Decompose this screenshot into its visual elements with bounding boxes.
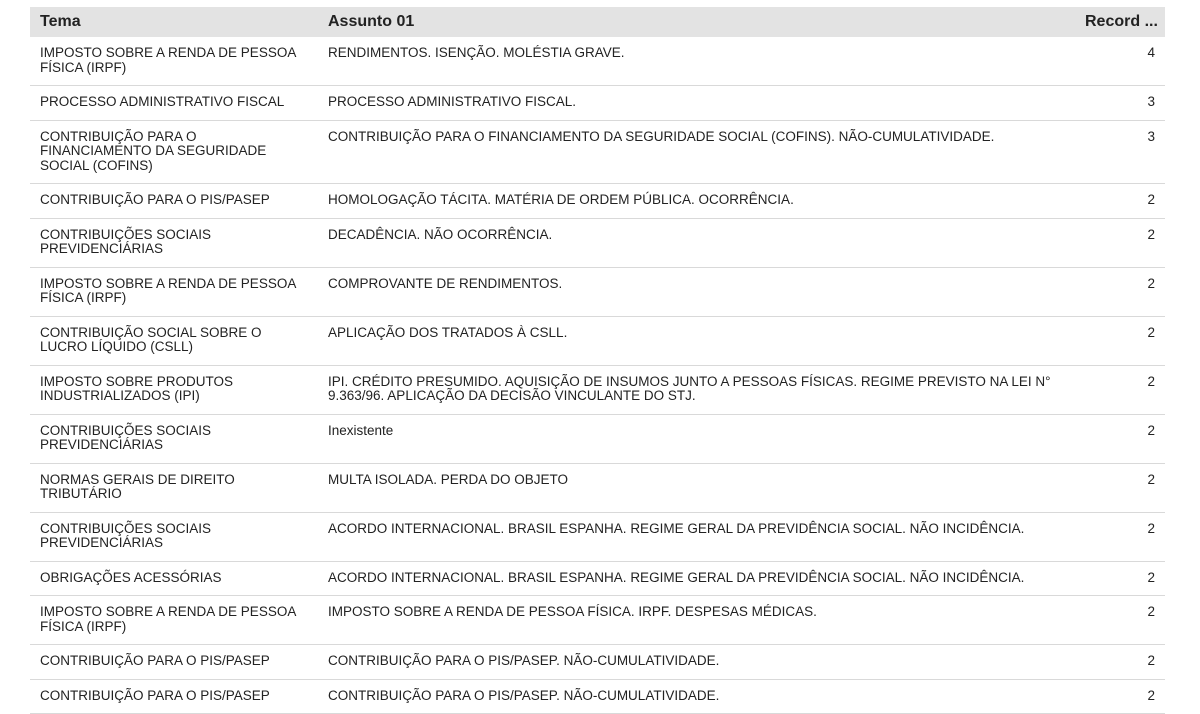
cell-record-count: 2 — [1075, 512, 1165, 561]
column-header-tema[interactable]: Tema — [30, 7, 318, 37]
cell-record-count: 2 — [1075, 316, 1165, 365]
cell-assunto: ACORDO INTERNACIONAL. BRASIL ESPANHA. REGIME GERAL DA PREVIDÊNCIA SOCIAL. NÃO INCIDÊNCIA. — [318, 561, 1075, 596]
cell-assunto: PROCESSO ADMINISTRATIVO FISCAL. — [318, 86, 1075, 121]
cell-assunto: COMPROVANTE DE RENDIMENTOS. — [318, 267, 1075, 316]
cell-tema: CONTRIBUIÇÃO SOCIAL SOBRE O LUCRO LÍQUIDO (CSLL) — [30, 316, 318, 365]
cell-tema: CONTRIBUIÇÕES SOCIAIS PREVIDENCIÁRIAS — [30, 218, 318, 267]
column-header-assunto[interactable]: Assunto 01 — [318, 7, 1075, 37]
table-row[interactable] — [30, 512, 1165, 561]
cell-tema: OBRIGAÇÕES ACESSÓRIAS — [30, 561, 318, 596]
table-row[interactable] — [30, 596, 1165, 645]
table-row[interactable] — [30, 267, 1165, 316]
table-row[interactable] — [30, 37, 1165, 86]
cell-assunto: ACORDO INTERNACIONAL. BRASIL ESPANHA. REGIME GERAL DA PREVIDÊNCIA SOCIAL. NÃO INCIDÊNCIA. — [318, 512, 1075, 561]
cell-record-count: 2 — [1075, 596, 1165, 645]
cell-assunto: IMPOSTO SOBRE A RENDA DE PESSOA FÍSICA. IRPF. DESPESAS MÉDICAS. — [318, 596, 1075, 645]
cell-assunto: CONTRIBUIÇÃO PARA O PIS/PASEP. NÃO-CUMULATIVIDADE. — [318, 645, 1075, 680]
table-row[interactable] — [30, 414, 1165, 463]
table-row[interactable] — [30, 463, 1165, 512]
cell-record-count: 2 — [1075, 218, 1165, 267]
table-row[interactable] — [30, 120, 1165, 184]
cell-assunto: APLICAÇÃO DOS TRATADOS À CSLL. — [318, 316, 1075, 365]
cell-tema: CONTRIBUIÇÃO PARA O FINANCIAMENTO DA SEGURIDADE SOCIAL (COFINS) — [30, 120, 318, 184]
cell-assunto: IPI. CRÉDITO PRESUMIDO. AQUISIÇÃO DE INSUMOS JUNTO A PESSOAS FÍSICAS. REGIME PREVISTO NA LEI N° 9.363/96. APLICAÇÃO DA DECISÃO VINCULANTE DO STJ. — [318, 365, 1075, 414]
cell-record-count: 2 — [1075, 645, 1165, 680]
table-body — [30, 37, 1165, 714]
column-header-record-count[interactable]: Record ... — [1075, 7, 1165, 37]
cell-tema: IMPOSTO SOBRE A RENDA DE PESSOA FÍSICA (IRPF) — [30, 267, 318, 316]
table-row[interactable] — [30, 561, 1165, 596]
table-row[interactable] — [30, 218, 1165, 267]
header-row — [30, 7, 1165, 37]
cell-tema: CONTRIBUIÇÕES SOCIAIS PREVIDENCIÁRIAS — [30, 414, 318, 463]
cell-assunto: CONTRIBUIÇÃO PARA O PIS/PASEP. NÃO-CUMULATIVIDADE. — [318, 679, 1075, 714]
cell-tema: CONTRIBUIÇÃO PARA O PIS/PASEP — [30, 645, 318, 680]
cell-tema: IMPOSTO SOBRE A RENDA DE PESSOA FÍSICA (IRPF) — [30, 37, 318, 86]
data-table — [30, 7, 1165, 714]
cell-assunto: CONTRIBUIÇÃO PARA O FINANCIAMENTO DA SEGURIDADE SOCIAL (COFINS). NÃO-CUMULATIVIDADE. — [318, 120, 1075, 184]
cell-tema: IMPOSTO SOBRE PRODUTOS INDUSTRIALIZADOS (IPI) — [30, 365, 318, 414]
cell-record-count: 2 — [1075, 561, 1165, 596]
cell-record-count: 2 — [1075, 679, 1165, 714]
cell-assunto: DECADÊNCIA. NÃO OCORRÊNCIA. — [318, 218, 1075, 267]
table-row[interactable] — [30, 365, 1165, 414]
cell-record-count: 2 — [1075, 365, 1165, 414]
table-row[interactable] — [30, 86, 1165, 121]
cell-tema: NORMAS GERAIS DE DIREITO TRIBUTÁRIO — [30, 463, 318, 512]
cell-tema: IMPOSTO SOBRE A RENDA DE PESSOA FÍSICA (IRPF) — [30, 596, 318, 645]
cell-assunto: HOMOLOGAÇÃO TÁCITA. MATÉRIA DE ORDEM PÚBLICA. OCORRÊNCIA. — [318, 184, 1075, 219]
data-table-container — [30, 7, 1165, 714]
cell-record-count: 3 — [1075, 86, 1165, 121]
cell-record-count: 4 — [1075, 37, 1165, 86]
cell-record-count: 2 — [1075, 414, 1165, 463]
cell-record-count: 2 — [1075, 267, 1165, 316]
table-row[interactable] — [30, 316, 1165, 365]
table-row[interactable] — [30, 679, 1165, 714]
cell-record-count: 2 — [1075, 184, 1165, 219]
cell-record-count: 2 — [1075, 463, 1165, 512]
table-row[interactable] — [30, 184, 1165, 219]
cell-tema: CONTRIBUIÇÃO PARA O PIS/PASEP — [30, 679, 318, 714]
cell-tema: PROCESSO ADMINISTRATIVO FISCAL — [30, 86, 318, 121]
cell-tema: CONTRIBUIÇÕES SOCIAIS PREVIDENCIÁRIAS — [30, 512, 318, 561]
table-row[interactable] — [30, 645, 1165, 680]
table-header — [30, 7, 1165, 37]
cell-assunto: Inexistente — [318, 414, 1075, 463]
cell-assunto: RENDIMENTOS. ISENÇÃO. MOLÉSTIA GRAVE. — [318, 37, 1075, 86]
cell-record-count: 3 — [1075, 120, 1165, 184]
cell-tema: CONTRIBUIÇÃO PARA O PIS/PASEP — [30, 184, 318, 219]
cell-assunto: MULTA ISOLADA. PERDA DO OBJETO — [318, 463, 1075, 512]
